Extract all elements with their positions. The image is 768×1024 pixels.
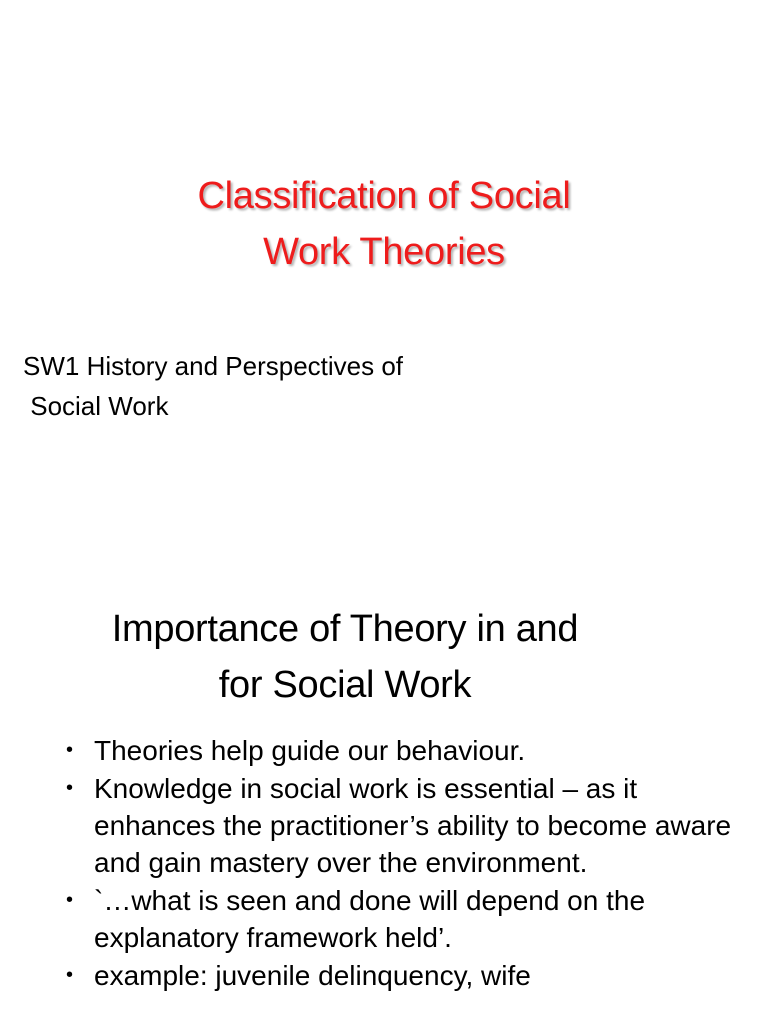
bullet-list <box>66 732 746 995</box>
slide-2-heading <box>40 601 650 713</box>
bullet-item <box>66 770 746 881</box>
bullet-dot-icon: • <box>66 739 74 761</box>
bullet-text: Theories help guide our behaviour. <box>94 735 526 766</box>
slide-importance <box>0 576 768 1024</box>
bullet-dot-icon: • <box>66 964 74 986</box>
slide-subtitle <box>23 346 403 426</box>
title-line-1: Classification of Social <box>197 175 571 217</box>
subtitle-line-2: Social Work <box>23 391 169 421</box>
title-line-2: Work Theories <box>263 231 505 273</box>
bullet-text: example: juvenile delinquency, wife <box>94 960 531 991</box>
heading-line-2: for Social Work <box>218 664 472 706</box>
bullet-dot-icon: • <box>66 889 74 911</box>
subtitle-line-1: SW1 History and Perspectives of <box>23 351 404 381</box>
bullet-item <box>66 957 746 994</box>
heading-line-1: Importance of Theory in and <box>111 608 579 650</box>
bullet-item <box>66 882 746 956</box>
bullet-dot-icon: • <box>66 777 74 799</box>
bullet-text: `…what is seen and done will depend on the explanatory framework held’. <box>94 885 646 953</box>
bullet-item <box>66 732 746 769</box>
bullet-text: Knowledge in social work is essential – as it enhances the practitioner’s ability to become aware and gain mastery over the environment. <box>94 773 732 878</box>
slide-title-heading <box>84 168 684 280</box>
